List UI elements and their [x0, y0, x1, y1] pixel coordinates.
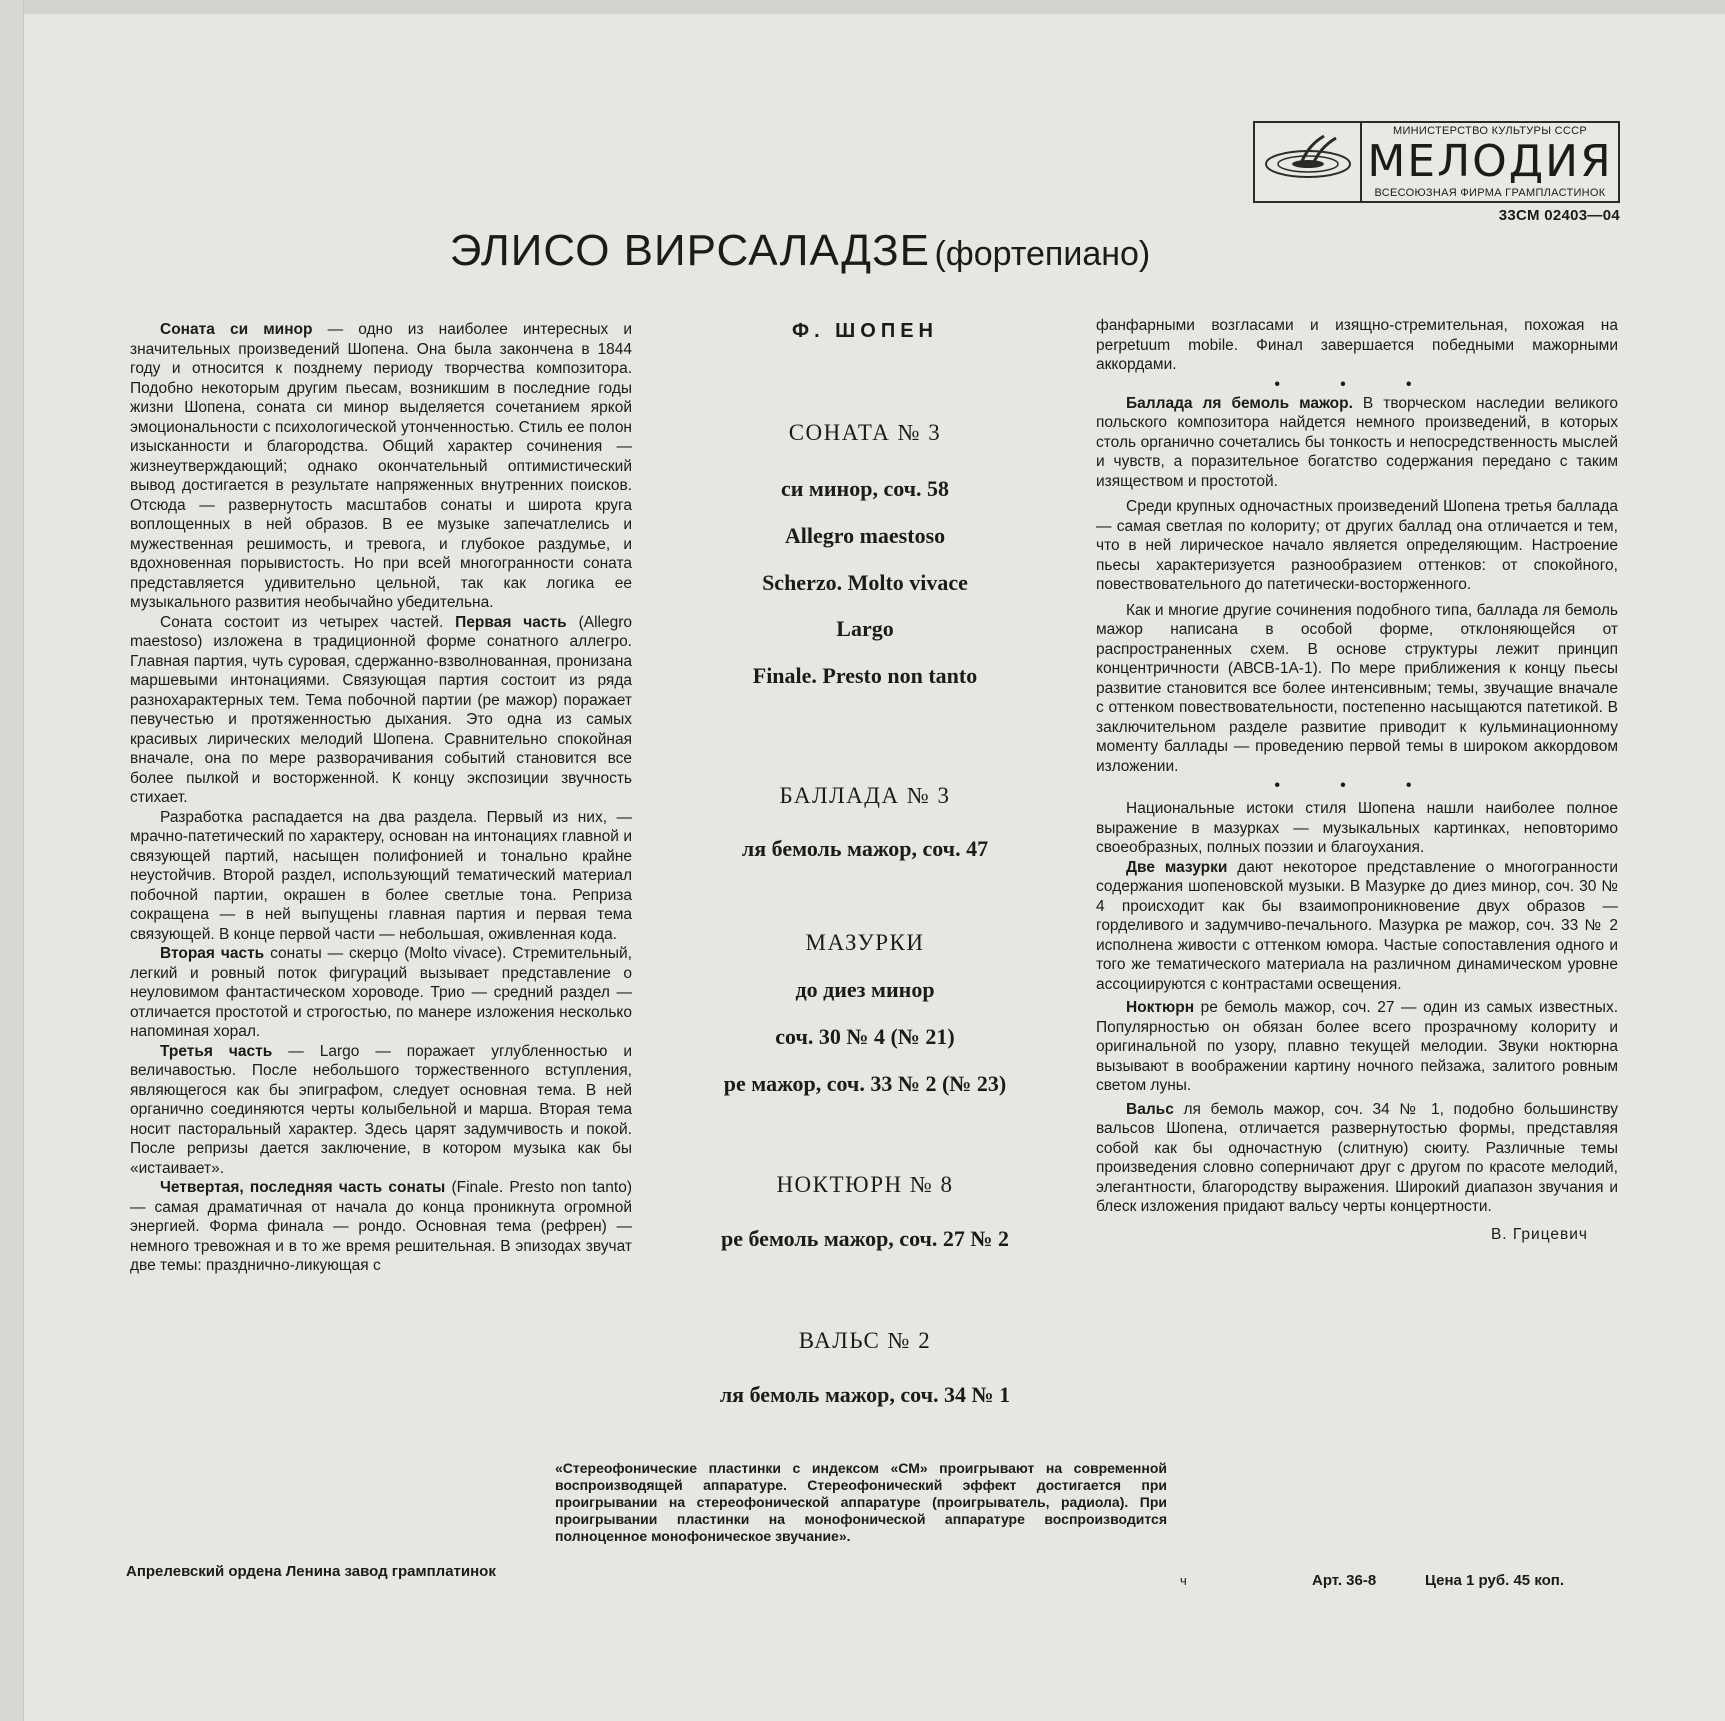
section-divider: • • •	[1274, 375, 1440, 393]
small-mark: ч	[1180, 1573, 1187, 1588]
author-signature: В. Грицевич	[1490, 1225, 1588, 1243]
paragraph-text: Национальные истоки стиля Шопена нашли наиболее полное выражение в мазурках — музыкальных картинках, неповторимо своеобразных, полных поэзии и благоухания.	[1096, 800, 1618, 856]
pressing-plant: Апрелевский ордена Ленина завод грамплатинок	[126, 1563, 496, 1580]
paragraph-text: Как и многие другие сочинения подобного типа, баллада ля бемоль мажор написана в особой форме, отклоняющейся от распространенных схем. В основе структуры лежит принцип концентричности (АВСВ-1А-1). По мере приближения к концу пьесы развитие становится все более интенсивным; темы, звучащие вначале с оттенком повествовательности, постепенно насыщаются патетикой. В заключительном разделе развитие приводит к кульминационному моменту баллады — проведению первой темы в широком аккордовом изложении.	[1096, 601, 1618, 775]
paragraph	[130, 808, 632, 945]
paragraph-text: — Largo — поражает углубленностью и величавостью. После небольшого торжественного вступления, являющегося как бы эпиграфом, следует основная тема. В ней органично соединяются черты колыбельной и марша. Вторая тема носит пасторальный характер. Здесь царят задумчивость и покой. После репризы дается заключение, в котором музыка как бы «истаивает».	[130, 1042, 632, 1177]
program-listing	[660, 320, 1070, 1407]
section-divider: • • •	[1274, 777, 1440, 794]
ballade-key: ля бемоль мажор, соч. 47	[741, 836, 989, 861]
paragraph	[1096, 394, 1618, 492]
paragraph-text: сонаты — скерцо (Molto vivace). Стремительный, легкий и ровный поток фигураций вызывает представление о неуловимом фантастическом хороводе. Трио — средний раздел — отличается простотой и строгостью, по манере изложения несколько напоминая хорал.	[130, 945, 632, 1040]
bold-lead: Четвертая, последняя часть сонаты	[160, 1179, 446, 1196]
melodiya-vinyl-note-icon	[1255, 123, 1362, 201]
waltz-title: ВАЛЬС № 2	[798, 1328, 932, 1353]
ballade-title: БАЛЛАДА № 3	[779, 783, 951, 808]
paragraph	[130, 1042, 632, 1179]
bold-lead: Баллада ля бемоль мажор.	[1126, 394, 1353, 412]
paragraph	[1096, 799, 1618, 858]
paragraph-text: ре бемоль мажор, соч. 27 — один из самых известных. Популярностью он обязан более всего прозрачному колориту и оригинальной по узору, плавно текущей мелодии. Звуки ноктюрна вызывают в воображении картину ночного пейзажа, залитого ровным светом луны.	[1096, 999, 1618, 1094]
mazurkas-title: МАЗУРКИ	[805, 930, 925, 955]
paragraph	[1096, 316, 1618, 375]
paragraph-text: Разработка распадается на два раздела. Первый из них, — мрачно-патетический по характеру, основан на интонациях главной и связующей партий, насыщен полифонией и тонально крайне неустойчив. Второй раздел, использующий тематический материал побочной партии, окрашен в более светлые тона. Реприза сокращена — в ней выпущены главная партия и первая тема связующей. В конце первой части — небольшая, оживленная кода.	[130, 808, 632, 943]
sleeve-top-edge	[0, 0, 1725, 14]
paragraph-text: фанфарными возгласами и изящно-стремительная, похожая на perpetuum mobile. Финал завершается победными мажорными аккордами.	[1096, 317, 1618, 373]
stereo-notice: «Стереофонические пластинки с индексом «СМ» проигрывают на современной воспроизводящей аппаратуре. Стереофонический эффект достигается при проигрывании на стереофонической аппаратуре (проигрыватель, радиола). При проигрывании пластинки на монофонической аппаратуре воспроизводится полноценное монофоническое звучание».	[555, 1460, 1167, 1544]
paragraph-text: Соната состоит из четырех частей.	[160, 613, 456, 631]
composer-name: Ф. ШОПЕН	[792, 320, 938, 342]
article-number: Арт. 36-8	[1312, 1572, 1377, 1589]
paragraph-text: В творческом наследии великого польского композитора найдется немного произведений, в которых столь органично сочетались бы тонкость и непосредственность мыслей и чувств, а поразительное богатство содержания передано с таким изяществом и простотой.	[1096, 394, 1618, 490]
paragraph	[1096, 601, 1618, 777]
sonata-key: си минор, соч. 58	[780, 476, 950, 501]
bold-lead: Первая часть	[455, 613, 567, 631]
paragraph	[1096, 497, 1618, 595]
movement-2: Scherzo. Molto vivace	[762, 570, 968, 595]
logo-firm-line: ВСЕСОЮЗНАЯ ФИРМА ГРАМПЛАСТИНОК	[1374, 187, 1606, 199]
paragraph	[130, 320, 632, 613]
mazurka-2: ре мажор, соч. 33 № 2 (№ 23)	[723, 1071, 1007, 1096]
paragraph	[130, 1178, 632, 1276]
movement-1: Allegro maestoso	[784, 523, 946, 548]
paragraph	[130, 613, 632, 808]
logo-brand-name: МЕЛОДИЯ	[1367, 136, 1613, 187]
logo-ministry-line: МИНИСТЕРСТВО КУЛЬТУРЫ СССР	[1393, 125, 1587, 137]
bold-lead: Вторая часть	[160, 945, 265, 962]
logo-text-block	[1362, 123, 1618, 201]
catalog-number: 33СМ 02403—04	[1498, 207, 1620, 224]
sonata-title: СОНАТА № 3	[788, 420, 942, 445]
mazurka-1-opus: соч. 30 № 4 (№ 21)	[775, 1024, 955, 1049]
paragraph-text: ля бемоль мажор, соч. 34 № 1, подобно большинству вальсов Шопена, отличается развернутостью формы, представляя собой как бы одночастную (слитную) сюиту. Различные темы произведения словно соперничают друг с другом по красоте мелодий, элегантности, благородству выражения. Широкий диапазон звучания и блеск изложения придают вальсу черты концертности.	[1096, 1100, 1618, 1215]
paragraph	[1096, 998, 1618, 1096]
bold-lead: Соната си минор	[160, 321, 313, 338]
waltz-key: ля бемоль мажор, соч. 34 № 1	[719, 1382, 1011, 1407]
bold-lead: Две мазурки	[1126, 858, 1228, 876]
mazurka-1-key: до диез минор	[795, 977, 935, 1002]
performer-name: ЭЛИСО ВИРСАЛАДЗЕ	[449, 226, 931, 275]
paragraph-text: дают некоторое представление о многогранности содержания шопеновской музыки. В Мазурке до диез минор, соч. 30 № 4 происходит как бы взаимопроникновение двух образов — горделивого и задумчиво-печального. Мазурка ре мажор, соч. 33 № 2 исполнена живости с оттенком юмора. Частые сопоставления одного и того же тематического материала на различном динамическом уровне ассоциируются с контрастами освещения.	[1096, 858, 1618, 993]
paragraph-text: — одно из наиболее интересных и значительных произведений Шопена. Она была закончена в 1844 году и относится к позднему периоду творчества композитора. Подобно некоторым другим пьесам, возникшим в последние годы жизни Шопена, соната си минор выделяется сочетанием яркой эмоциональности с психологической утонченностью. Стиль ее полон изысканности и благородства. Общий характер сочинения — жизнеутверждающий; однако окончательный оптимистический вывод достигается в результате напряженных внутренних поисков. Отсюда — развернутость масштабов сонаты и широта круга воплощенных в ней образов. В ее музыке запечатлелись и мужественная решимость, и тревога, и глубокое раздумье, и вдохновенная порывистость. Но при всей многогранности соната представляется удивительно цельной, так как логика ее музыкального развития необычайно убедительна.	[130, 321, 632, 611]
nocturne-title: НОКТЮРН № 8	[776, 1172, 954, 1197]
paragraph-text: (Allegro maestoso) изложена в традиционной форме сонатного аллегро. Главная партия, чуть суровая, сдержанно-взволнованная, пронизана маршевыми интонациями. Связующая партия состоит из ряда разнохарактерных тем. Тема побочной партии (ре мажор) поражает певучестью и протяженностью дыхания. Это одна из самых красивых лирических мелодий Шопена. Сравнительно спокойная вначале, она по мере разворачивания событий становится все более пылкой и восторженной. К концу экспозиции звучность стихает.	[130, 613, 632, 806]
bold-lead: Ноктюрн	[1126, 999, 1195, 1016]
price-label: Цена 1 руб. 45 коп.	[1425, 1572, 1565, 1589]
movement-3: Largo	[836, 616, 894, 641]
paragraph	[1096, 1100, 1618, 1217]
bold-lead: Вальс	[1126, 1100, 1174, 1118]
paragraph	[1096, 858, 1618, 995]
nocturne-key: ре бемоль мажор, соч. 27 № 2	[720, 1226, 1010, 1251]
page-title	[300, 226, 1300, 276]
paragraph-text: (Finale. Presto non tanto) — самая драматичная от начала до конца проникнута огромной энергией. Форма финала — рондо. Основная тема (рефрен) — немного тревожная и в то же время решительная. В эпизодах звучат две темы: празднично-ликующая с	[130, 1179, 632, 1274]
instrument-label: (фортепиано)	[934, 235, 1151, 273]
paragraph-text: Среди крупных одночастных произведений Шопена третья баллада — самая светлая по колориту; от других баллад она отличается и тем, что в ней лирическое начало является определяющим. Настроение пьесы характеризуется разнообразием оттенков: от спокойного, повествовательного до патетически-восторженного.	[1096, 498, 1618, 593]
bold-lead: Третья часть	[160, 1042, 273, 1060]
melodiya-logo	[1253, 121, 1620, 203]
liner-notes-right-column	[1096, 316, 1618, 1244]
sleeve-left-edge	[0, 0, 24, 1721]
paragraph	[130, 944, 632, 1042]
movement-4: Finale. Presto non tanto	[752, 663, 978, 688]
liner-notes-left-column	[130, 320, 632, 1276]
